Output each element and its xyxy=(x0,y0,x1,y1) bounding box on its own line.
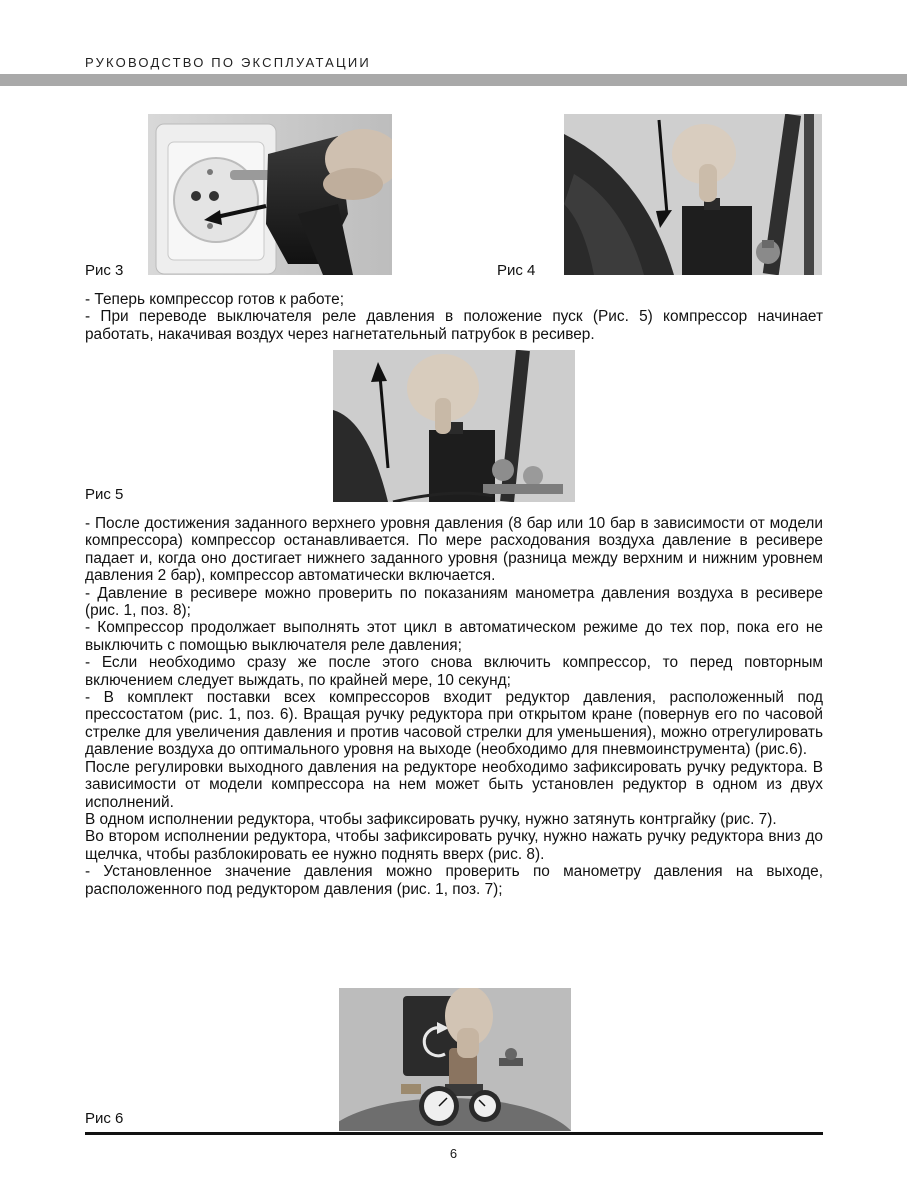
header-title: РУКОВОДСТВО ПО ЭКСПЛУАТАЦИИ xyxy=(85,55,371,70)
figure-4-photo xyxy=(564,114,822,275)
paragraph: - В комплект поставки всех компрессоров входит редуктор давления, расположенный под прессостатом (рис. 1, поз. 6). Вращая ручку редуктора при открытом кране (повернув его по часовой стрелке для увеличения давления и против часовой стрелки для уменьшения), можно отрегулировать давление воздуха до оптимального уровня на выходе (необходимо для пневмоинструмента) (рис.6). xyxy=(85,689,823,759)
header-band xyxy=(0,74,907,86)
footer-rule xyxy=(85,1132,823,1135)
paragraph: - Компрессор продолжает выполнять этот цикл в автоматическом режиме до тех пор, пока его не выключить с помощью выключателя реле давления; xyxy=(85,619,823,654)
paragraph: - Установленное значение давления можно проверить по манометру давления на выходе, расположенного под редуктором давления (рис. 1, поз. 7); xyxy=(85,863,823,898)
figure-4-label: Рис 4 xyxy=(497,262,536,279)
figure-5-photo xyxy=(333,350,575,502)
paragraph: - При переводе выключателя реле давления в положение пуск (Рис. 5) компрессор начинает работать, накачивая воздух через нагнетательный патрубок в ресивер. xyxy=(85,308,823,343)
page-number: 6 xyxy=(449,1146,458,1161)
paragraph: - Теперь компрессор готов к работе; xyxy=(85,291,344,308)
paragraph: - После достижения заданного верхнего уровня давления (8 бар или 10 бар в зависимости от модели компрессора) компрессор останавливается. По мере расходования воздуха давление в ресивере падает и, когда оно достигает нижнего заданного уровня (разница между верхним и нижним уровнем давления 2 бар), компрессор автоматически включается. xyxy=(85,515,823,585)
main-text xyxy=(85,515,823,898)
paragraph: Во втором исполнении редуктора, чтобы зафиксировать ручку, нужно нажать ручку редуктора вниз до щелчка, чтобы разблокировать ее нужно поднять вверх (рис. 8). xyxy=(85,828,823,863)
figure-3-label: Рис 3 xyxy=(85,262,124,279)
figure-6-label: Рис 6 xyxy=(85,1110,124,1127)
figure-5-label: Рис 5 xyxy=(85,486,124,503)
figure-6-photo xyxy=(339,988,571,1131)
intro-text xyxy=(85,291,823,343)
figure-3-photo xyxy=(148,114,392,275)
paragraph: После регулировки выходного давления на редукторе необходимо зафиксировать ручку редуктора. В зависимости от модели компрессора на нем может быть установлен редуктор в одном из двух исполнений. xyxy=(85,758,823,811)
paragraph: - Если необходимо сразу же после этого снова включить компрессор, то перед повторным включением следует выждать, по крайней мере, 10 секунд; xyxy=(85,654,823,689)
paragraph: В одном исполнении редуктора, чтобы зафиксировать ручку, нужно затянуть контргайку (рис. 7). xyxy=(85,810,777,828)
paragraph: - Давление в ресивере можно проверить по показаниям манометра давления воздуха в ресивере (рис. 1, поз. 8); xyxy=(85,584,823,620)
